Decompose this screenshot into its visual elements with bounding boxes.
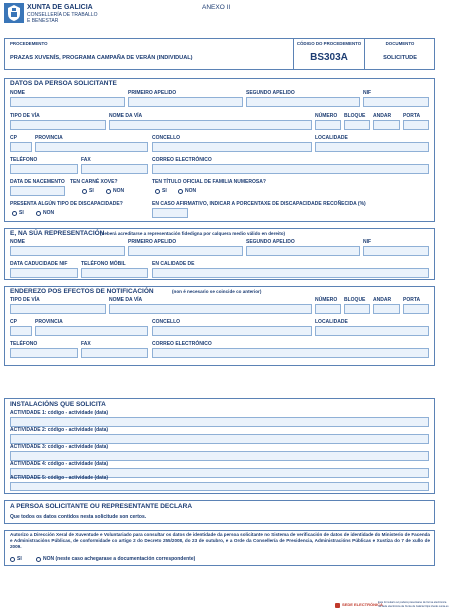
logo-line-3: E BENESTAR [27, 18, 59, 24]
provincia-field[interactable] [35, 142, 148, 152]
not-numero-label: NÚMERO [315, 297, 338, 303]
data-nacemento-field[interactable] [10, 186, 65, 196]
not-nome-via-field[interactable] [109, 304, 312, 314]
not-localidade-label: LOCALIDADE [315, 319, 348, 325]
declaration-text: Que todos os datos contidos nesta solicitude son certos. [10, 514, 147, 520]
installations-title: INSTALACIÓNS QUE SOLICITA [10, 401, 106, 408]
correo-label: CORREO ELECTRÓNICO [152, 157, 212, 163]
footer-note-2: na sede electrónica da Xunta de Galicia https://sede.xunta.es [378, 605, 449, 608]
sede-icon [335, 603, 340, 608]
not-andar-label: ANDAR [373, 297, 392, 303]
activity-3-field[interactable] [10, 451, 429, 461]
not-correo-field[interactable] [152, 348, 429, 358]
not-porta-label: PORTA [403, 297, 421, 303]
not-localidade-field[interactable] [315, 326, 429, 336]
notification-note: (non é necesario se coincide co anterior) [172, 289, 262, 294]
rep-telefono-movil-label: TELÉFONO MÓBIL [81, 261, 126, 267]
xunta-logo-icon [4, 3, 24, 23]
familia-numerosa-si-radio[interactable] [155, 189, 160, 194]
not-telefono-field[interactable] [10, 348, 78, 358]
not-nome-via-label: NOME DA VÍA [109, 297, 143, 303]
andar-field[interactable] [373, 120, 400, 130]
not-provincia-label: PROVINCIA [35, 319, 63, 325]
rep-nome-field[interactable] [10, 246, 125, 256]
rep-segundo-apelido-field[interactable] [246, 246, 360, 256]
not-tipo-via-label: TIPO DE VÍA [10, 297, 40, 303]
authorization-text: Autorizo a Dirección Xeral de Xuventude e Voluntariado para consultar os datos de identidade da persoa solicitante no Sistema de verificación de datos de identidade do Ministerio de Facenda e Administracións Públicas, de conformidade co artigo 2 do Decreto 255/2008, do 23 de outubro, e a Orde da Consellería de Presidencia, Administracións Públicas e Xustiza do 7 de xullo de 2009. [10, 532, 430, 549]
familia-numerosa-non-label: NON [185, 188, 197, 194]
rep-primeiro-apelido-label: PRIMEIRO APELIDO [128, 239, 177, 245]
procedure-value: PRAZAS XUVENÍS, PROGRAMA CAMPAÑA DE VERÁN (INDIVIDUAL) [10, 55, 193, 61]
familia-numerosa-label: TEN TÍTULO OFICIAL DE FAMILIA NUMEROSA? [152, 179, 266, 185]
porcentaxe-field[interactable] [152, 208, 188, 218]
activity-5-label: ACTIVIDADE 5: código - actividade (data) [10, 475, 109, 481]
activity-2-label: ACTIVIDADE 2: código - actividade (data) [10, 427, 109, 433]
andar-label: ANDAR [373, 113, 392, 119]
code-label: CÓDIGO DO PROCEDEMENTO [296, 41, 362, 46]
activity-4-label: ACTIVIDADE 4: código - actividade (data) [10, 461, 109, 467]
familia-numerosa-non-radio[interactable] [178, 189, 183, 194]
cp-label: CP [10, 135, 17, 141]
fax-label: FAX [81, 157, 91, 163]
carne-xove-non-radio[interactable] [106, 189, 111, 194]
porta-label: PORTA [403, 113, 421, 119]
representative-note: (deberá acreditarse a representación fidedigna por calquera medio válido en dereito) [100, 231, 286, 236]
not-concello-label: CONCELLO [152, 319, 181, 325]
not-cp-field[interactable] [10, 326, 32, 336]
telefono-label: TELÉFONO [10, 157, 38, 163]
authorization-non-radio[interactable] [36, 557, 41, 562]
declaration-title: A PERSOA SOLICITANTE OU REPRESENTANTE DECLARA [10, 503, 193, 510]
rep-calidade-field[interactable] [152, 268, 429, 278]
rep-segundo-apelido-label: SEGUNDO APELIDO [246, 239, 295, 245]
carne-xove-label: TEN CARNÉ XOVE? [70, 179, 118, 185]
not-concello-field[interactable] [152, 326, 312, 336]
not-provincia-field[interactable] [35, 326, 148, 336]
telefono-field[interactable] [10, 164, 78, 174]
not-andar-field[interactable] [373, 304, 400, 314]
segundo-apelido-label: SEGUNDO APELIDO [246, 90, 295, 96]
doc-label: DOCUMENTO [385, 41, 415, 46]
numero-label: NÚMERO [315, 113, 338, 119]
nome-label: NOME [10, 90, 25, 96]
porcentaxe-label: EN CASO AFIRMATIVO, INDICAR A PORCENTAXE DE DISCAPACIDADE RECOÑECIDA (%) [152, 201, 366, 207]
sede-label: SEDE ELECTRÓNICA [342, 602, 383, 607]
authorization-si-radio[interactable] [10, 557, 15, 562]
carne-xove-non-label: NON [113, 188, 125, 194]
cp-field[interactable] [10, 142, 32, 152]
activity-2-field[interactable] [10, 434, 429, 444]
not-telefono-label: TELÉFONO [10, 341, 38, 347]
not-correo-label: CORREO ELECTRÓNICO [152, 341, 212, 347]
nif-field[interactable] [363, 97, 429, 107]
discapacidade-non-label: NON [43, 210, 55, 216]
fax-field[interactable] [81, 164, 148, 174]
not-fax-label: FAX [81, 341, 91, 347]
activity-3-label: ACTIVIDADE 3: código - actividade (data) [10, 444, 109, 450]
not-porta-field[interactable] [403, 304, 429, 314]
bloque-field[interactable] [344, 120, 370, 130]
footer-note-1: Este formulario só poderá presentarse de forma electrónica [378, 601, 447, 604]
not-numero-field[interactable] [315, 304, 341, 314]
rep-nif-label: NIF [363, 239, 372, 245]
primeiro-apelido-field[interactable] [128, 97, 243, 107]
discapacidade-non-radio[interactable] [36, 211, 41, 216]
nif-label: NIF [363, 90, 372, 96]
rep-telefono-movil-field[interactable] [81, 268, 148, 278]
rep-data-caducidade-label: DATA CADUCIDADE NIF [10, 261, 68, 267]
doc-value: SOLICITUDE [383, 55, 417, 61]
not-fax-field[interactable] [81, 348, 148, 358]
bloque-label: BLOQUE [344, 113, 366, 119]
applicant-title: DATOS DA PERSOA SOLICITANTE [10, 80, 117, 87]
localidade-field[interactable] [315, 142, 429, 152]
logo-line-1: XUNTA DE GALICIA [27, 4, 93, 11]
rep-nif-field[interactable] [363, 246, 429, 256]
porta-field[interactable] [403, 120, 429, 130]
activity-1-label: ACTIVIDADE 1: código - actividade (data) [10, 410, 109, 416]
rep-primeiro-apelido-field[interactable] [128, 246, 243, 256]
segundo-apelido-field[interactable] [246, 97, 360, 107]
carne-xove-si-label: SI [89, 188, 94, 194]
primeiro-apelido-label: PRIMEIRO APELIDO [128, 90, 177, 96]
not-tipo-via-field[interactable] [10, 304, 106, 314]
representative-title: E, NA SÚA REPRESENTACIÓN [10, 230, 105, 237]
activity-1-field[interactable] [10, 417, 429, 427]
localidade-label: LOCALIDADE [315, 135, 348, 141]
nome-field[interactable] [10, 97, 125, 107]
tipo-via-field[interactable] [10, 120, 106, 130]
concello-label: CONCELLO [152, 135, 181, 141]
nome-via-label: NOME DA VÍA [109, 113, 143, 119]
provincia-label: PROVINCIA [35, 135, 63, 141]
logo-line-2: CONSELLERÍA DE TRABALLO [27, 12, 98, 18]
discapacidade-label: PRESENTA ALGÚN TIPO DE DISCAPACIDADE? [10, 201, 123, 207]
activity-5-field[interactable] [10, 482, 429, 491]
procedure-label: PROCEDEMENTO [10, 41, 48, 46]
data-nacemento-label: DATA DE NACEMENTO [10, 179, 65, 185]
rep-calidade-label: EN CALIDADE DE [152, 261, 195, 267]
not-cp-label: CP [10, 319, 17, 325]
rep-nome-label: NOME [10, 239, 25, 245]
tipo-via-label: TIPO DE VÍA [10, 113, 40, 119]
discapacidade-si-radio[interactable] [12, 211, 17, 216]
familia-numerosa-si-label: SI [162, 188, 167, 194]
numero-field[interactable] [315, 120, 341, 130]
not-bloque-field[interactable] [344, 304, 370, 314]
annex-title: ANEXO II [202, 4, 231, 11]
concello-field[interactable] [152, 142, 312, 152]
carne-xove-si-radio[interactable] [82, 189, 87, 194]
code-value: BS303A [310, 52, 348, 63]
authorization-non-label: NON (neste caso achegarase a documentación correspondente) [43, 556, 196, 562]
notification-title: ENDEREZO POS EFECTOS DE NOTIFICACIÓN [10, 288, 154, 295]
discapacidade-si-label: SI [19, 210, 24, 216]
correo-field[interactable] [152, 164, 429, 174]
not-bloque-label: BLOQUE [344, 297, 366, 303]
nome-via-field[interactable] [109, 120, 312, 130]
authorization-si-label: SI [17, 556, 22, 562]
rep-data-caducidade-field[interactable] [10, 268, 78, 278]
